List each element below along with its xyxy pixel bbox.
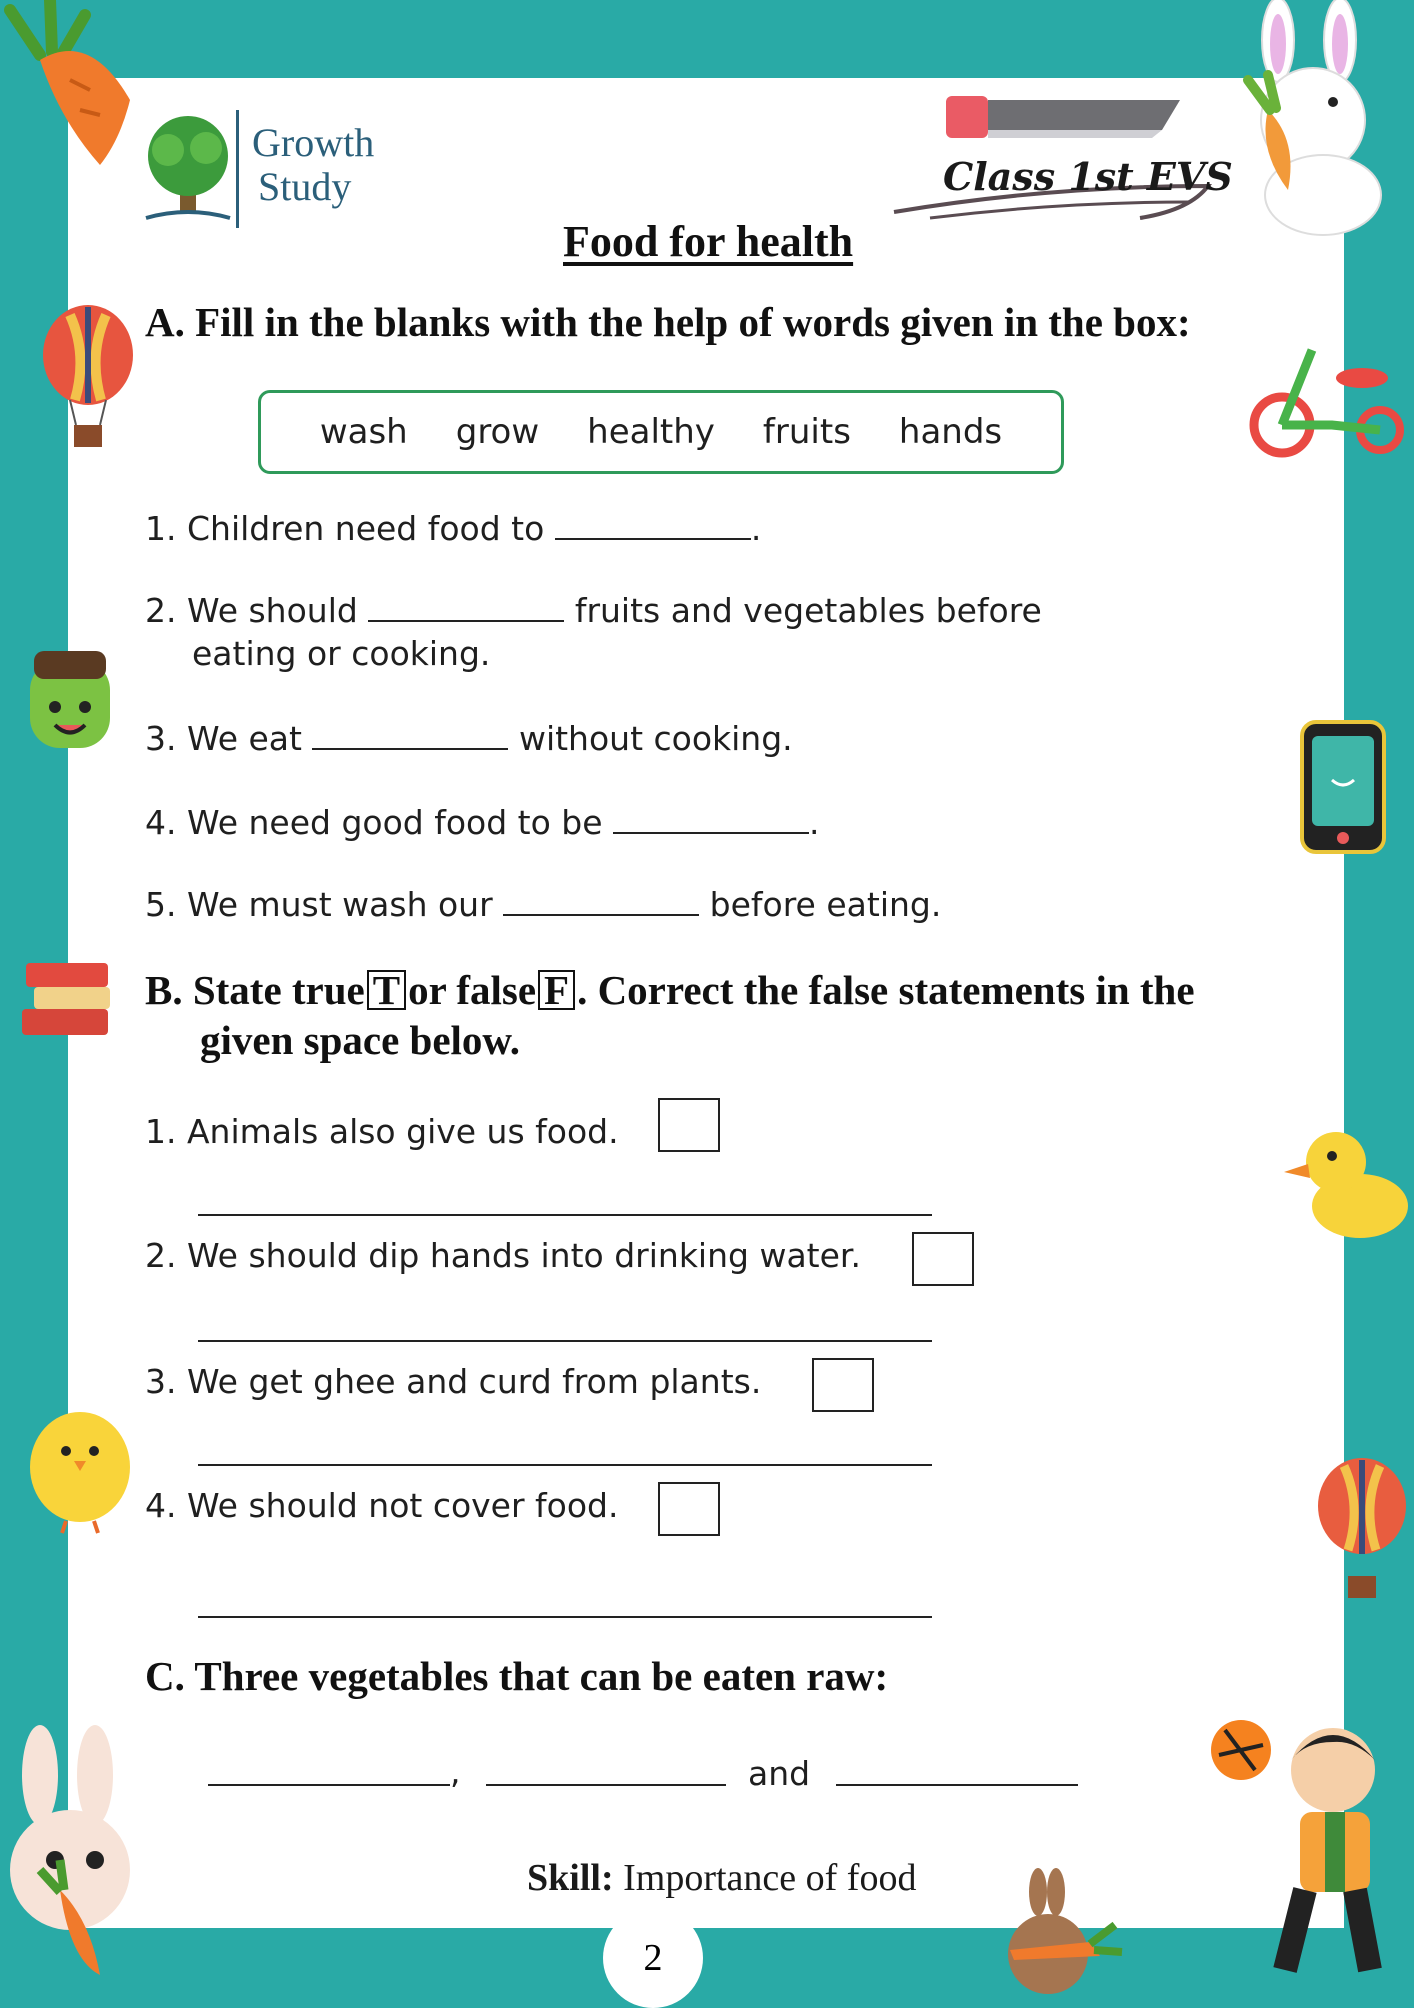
answer-blank[interactable] (555, 508, 751, 540)
answer-blank[interactable] (503, 884, 699, 916)
comma-separator: , (450, 1752, 461, 1791)
chick-icon (22, 1395, 142, 1535)
section-b-heading-continued: given space below. (200, 1017, 521, 1063)
and-separator: and (748, 1754, 811, 1793)
word-bank-item: fruits (762, 412, 851, 452)
section-a-heading: A. Fill in the blanks with the help of words given in the box: (145, 299, 1191, 345)
correction-line[interactable] (198, 1214, 932, 1216)
phone-icon (1300, 720, 1386, 855)
true-false-statement-4: 4. We should not cover food. (145, 1486, 619, 1525)
answer-blank[interactable] (613, 802, 809, 834)
hot-air-balloon-icon (1316, 1458, 1410, 1608)
skill-label: Skill: (527, 1857, 614, 1899)
skill-text: Importance of food (623, 1857, 917, 1899)
monster-face-icon (20, 645, 120, 755)
answer-blank[interactable] (368, 590, 564, 622)
boy-with-ball-icon (1205, 1700, 1414, 2000)
true-false-answer-box[interactable] (658, 1098, 720, 1152)
true-false-statement-3: 3. We get ghee and curd from plants. (145, 1362, 762, 1401)
word-bank-item: healthy (587, 412, 715, 452)
growth-study-logo-icon (140, 112, 240, 224)
bunny-carrot-icon (990, 1870, 1130, 2000)
hot-air-balloon-icon (40, 305, 140, 455)
answer-line-vegetable-2[interactable] (486, 1784, 726, 1786)
fill-blank-question-4: 4. We need good food to be . (145, 803, 820, 842)
fill-blank-question-5: 5. We must wash our before eating. (145, 885, 942, 924)
fill-blank-question-3: 3. We eat without cooking. (145, 719, 793, 758)
answer-line-vegetable-1[interactable] (208, 1784, 450, 1786)
logo-text-growth: Growth (252, 120, 375, 165)
true-false-statement-1: 1. Animals also give us food. (145, 1112, 619, 1151)
bunny-carrot-icon (1228, 0, 1414, 240)
fill-blank-question-2-continued: eating or cooking. (192, 634, 491, 673)
logo-divider (236, 110, 239, 228)
fill-blank-question-1: 1. Children need food to . (145, 509, 762, 548)
class-label: Class 1st EVS (943, 154, 1233, 199)
word-bank-item: hands (898, 412, 1003, 452)
true-false-statement-2: 2. We should dip hands into drinking water. (145, 1236, 861, 1275)
page-number: 2 (603, 1908, 703, 2008)
word-bank-item: wash (319, 412, 408, 452)
answer-blank[interactable] (312, 718, 508, 750)
word-bank-box (258, 390, 1064, 474)
correction-line[interactable] (198, 1616, 932, 1618)
word-bank-item: grow (455, 412, 540, 452)
books-icon (18, 955, 118, 1045)
logo-text-study: Study (258, 164, 352, 209)
true-false-answer-box[interactable] (658, 1482, 720, 1536)
tricycle-icon (1252, 330, 1412, 460)
correction-line[interactable] (198, 1340, 932, 1342)
duck-icon (1282, 1120, 1412, 1240)
skill-footer (527, 1856, 916, 1900)
correction-line[interactable] (198, 1464, 932, 1466)
answer-line-vegetable-3[interactable] (836, 1784, 1078, 1786)
true-mark-box: T (367, 970, 406, 1010)
fill-blank-question-2: 2. We should fruits and vegetables before (145, 591, 1042, 630)
false-mark-box: F (538, 970, 575, 1010)
true-false-answer-box[interactable] (812, 1358, 874, 1412)
carrot-icon (0, 0, 150, 170)
true-false-answer-box[interactable] (912, 1232, 974, 1286)
page-title: Food for health (563, 217, 854, 266)
bunny-carrot-icon (0, 1720, 160, 1980)
section-c-heading: C. Three vegetables that can be eaten raw: (145, 1653, 889, 1699)
section-b-heading: B. State true T or false F . Correct the false statements in the (145, 967, 1195, 1013)
